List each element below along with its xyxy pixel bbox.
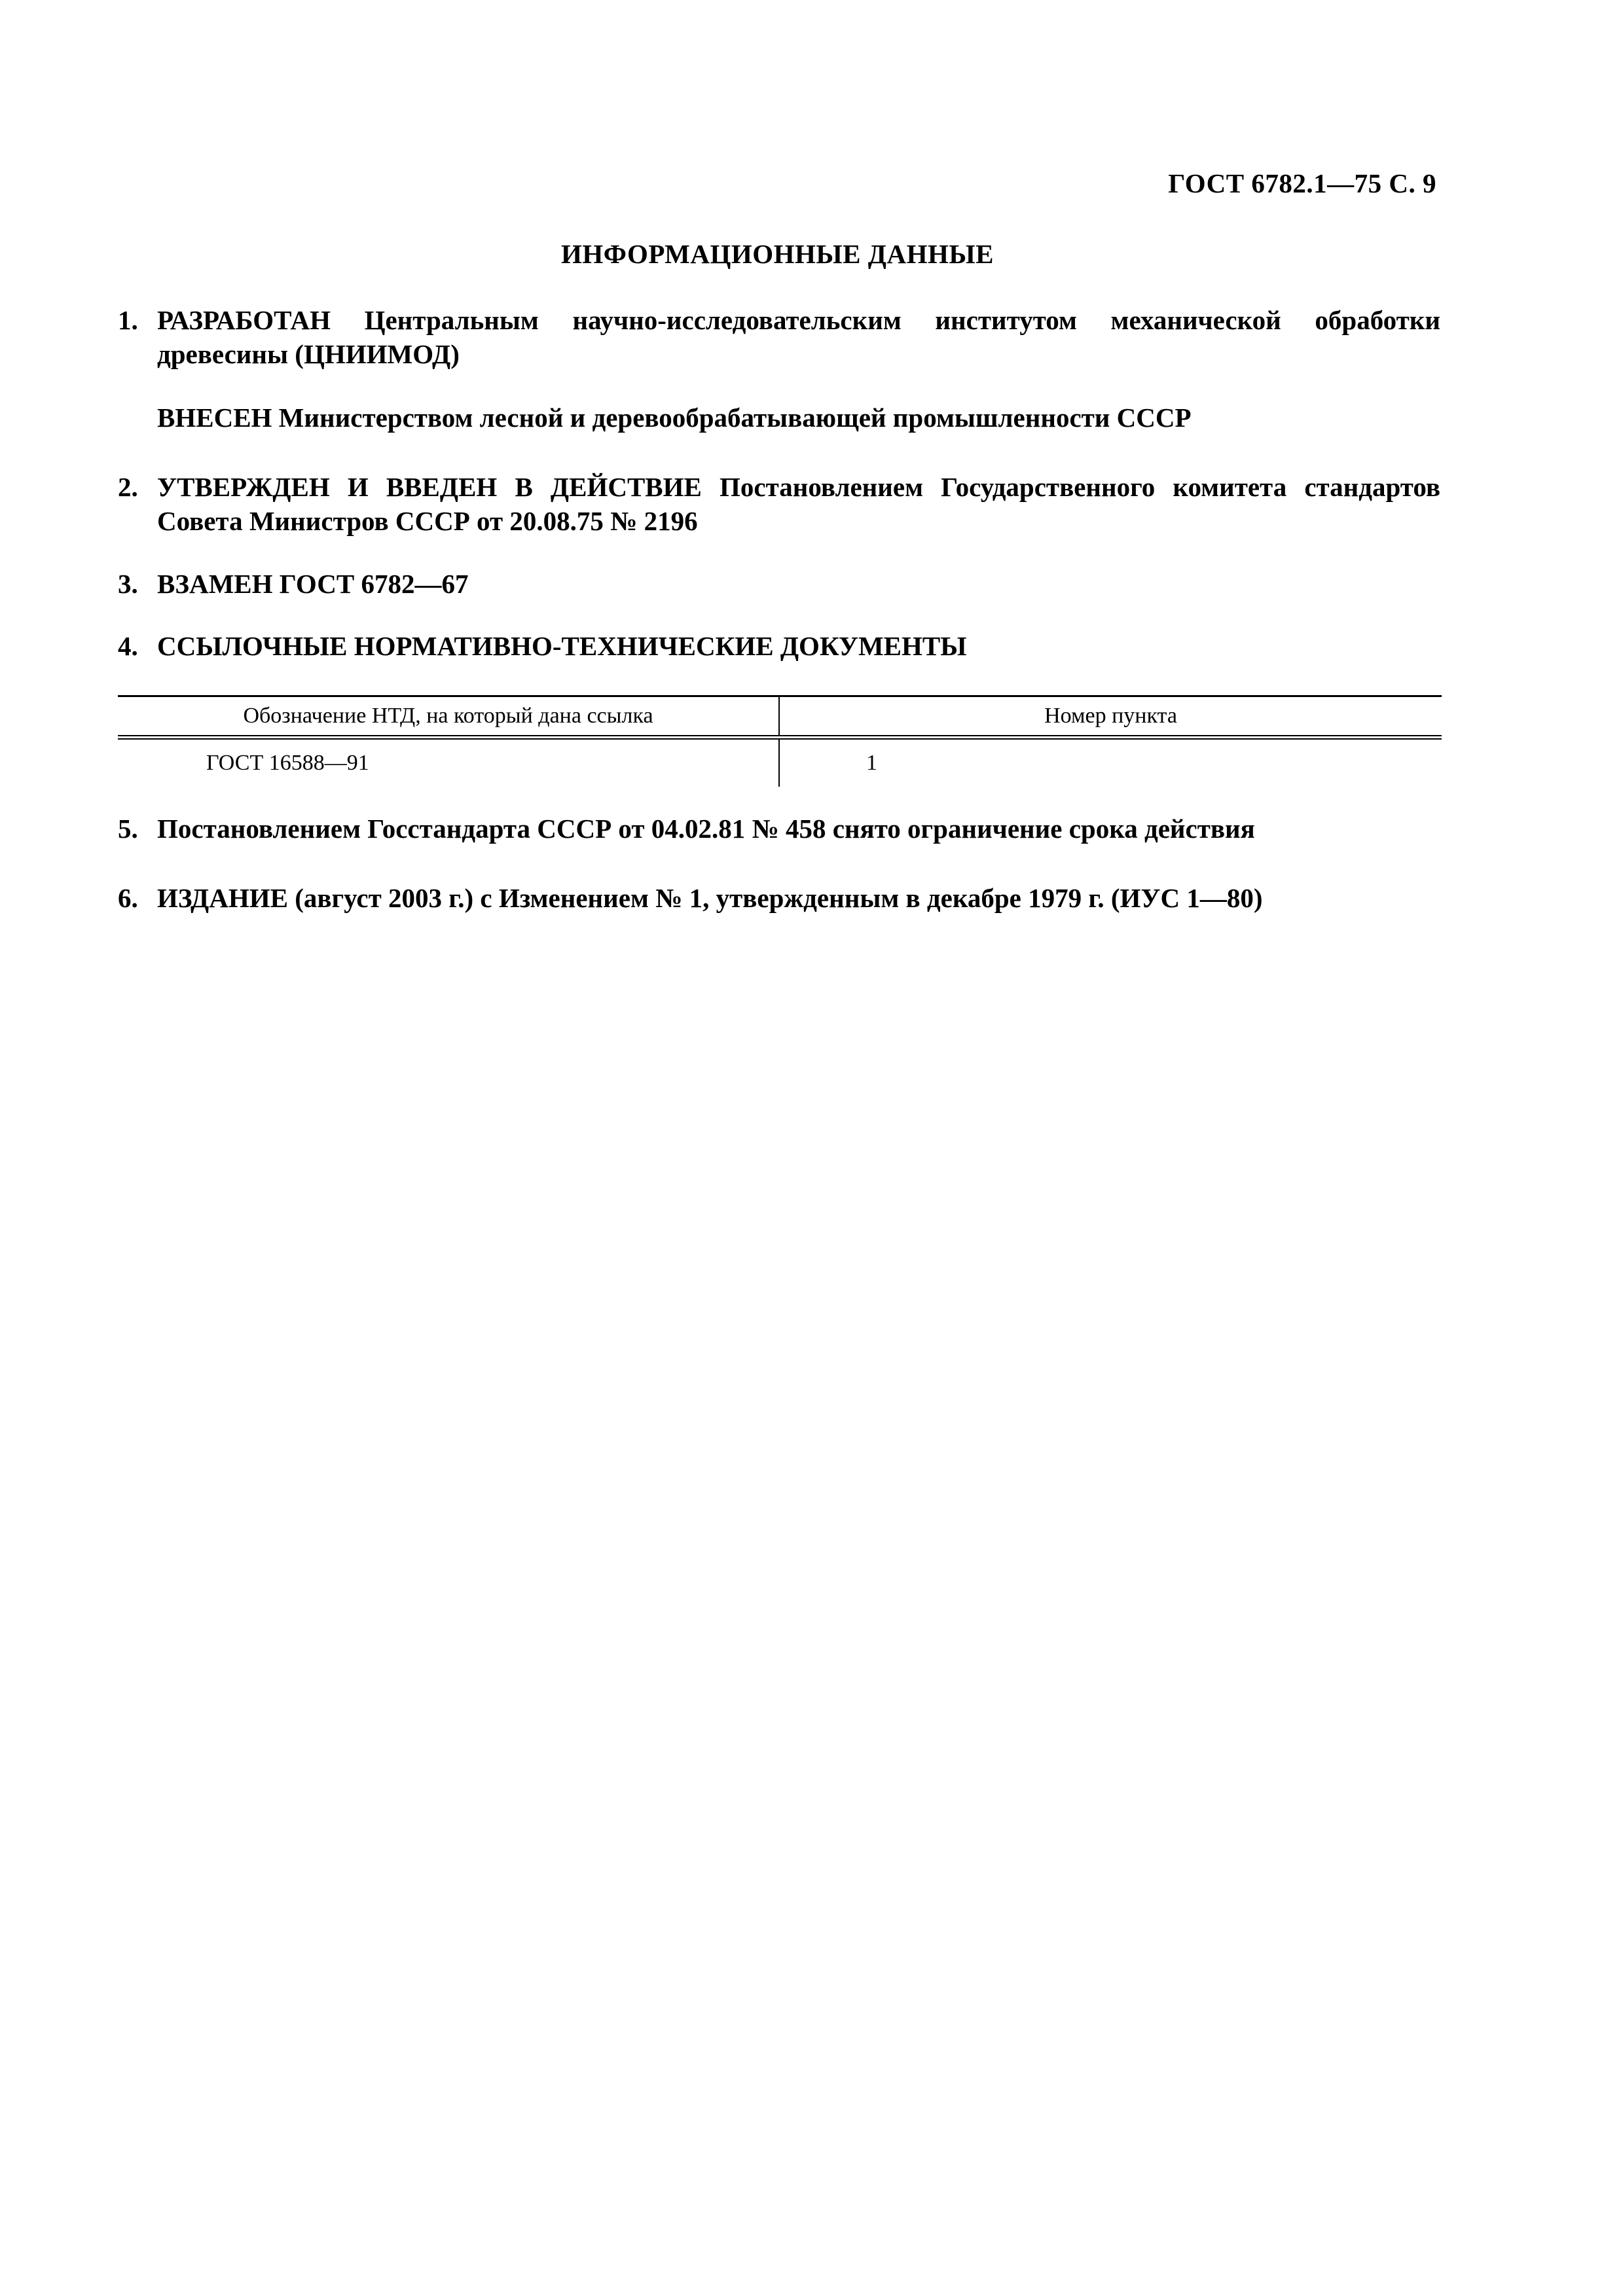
item-text: Постановлением Госстандарта СССР от 04.02.81 № 458 снято ограничение срока действия xyxy=(157,814,1255,844)
item-label: ИЗДАНИЕ xyxy=(157,883,288,913)
info-item-1-submitted xyxy=(118,401,1440,435)
item-sub-text: ВНЕСЕН Министерством лесной и деревообрабатывающей промышленности СССР xyxy=(157,403,1192,433)
item-label: ССЫЛОЧНЫЕ НОРМАТИВНО-ТЕХНИЧЕСКИЕ ДОКУМЕНТЫ xyxy=(157,631,967,661)
item-label: ВЗАМЕН ГОСТ 6782—67 xyxy=(157,569,469,599)
item-number: 3. xyxy=(118,569,138,599)
info-item-1 xyxy=(118,303,1440,371)
page-header-reference: ГОСТ 6782.1—75 С. 9 xyxy=(1168,168,1436,198)
item-text: Центральным научно-исследовательским институтом механической обработки древесины (ЦНИИМОД) xyxy=(157,305,1441,369)
reference-documents-table xyxy=(118,695,1442,787)
item-number: 2. xyxy=(118,472,138,502)
info-item-4 xyxy=(118,629,1440,663)
info-item-6 xyxy=(118,881,1440,915)
table-header-row xyxy=(118,697,1442,735)
item-label: УТВЕРЖДЕН И ВВЕДЕН В ДЕЙСТВИЕ xyxy=(157,472,702,502)
item-label: РАЗРАБОТАН xyxy=(157,305,331,335)
page-title: ИНФОРМАЦИОННЫЕ ДАННЫЕ xyxy=(561,239,994,269)
item-number: 6. xyxy=(118,883,138,913)
table-header-rule xyxy=(118,735,1442,740)
table-cell-clause: 1 xyxy=(866,751,877,775)
item-text: (август 2003 г.) с Изменением № 1, утвержденным в декабре 1979 г. (ИУС 1—80) xyxy=(295,883,1263,913)
info-item-3 xyxy=(118,567,1440,601)
item-number: 5. xyxy=(118,814,138,844)
item-number: 1. xyxy=(118,305,138,335)
table-cell-designation: ГОСТ 16588—91 xyxy=(118,740,780,787)
info-item-5 xyxy=(118,812,1440,846)
table-header-clause: Номер пункта xyxy=(1044,704,1177,728)
table-header-designation: Обозначение НТД, на который дана ссылка xyxy=(118,697,780,735)
table-row xyxy=(118,740,1442,787)
item-number: 4. xyxy=(118,631,138,661)
info-item-2 xyxy=(118,470,1440,538)
item-text: Постановлением Государственного комитета стандартов Совета Министров СССР от 20.08.75 № 2196 xyxy=(157,472,1440,536)
